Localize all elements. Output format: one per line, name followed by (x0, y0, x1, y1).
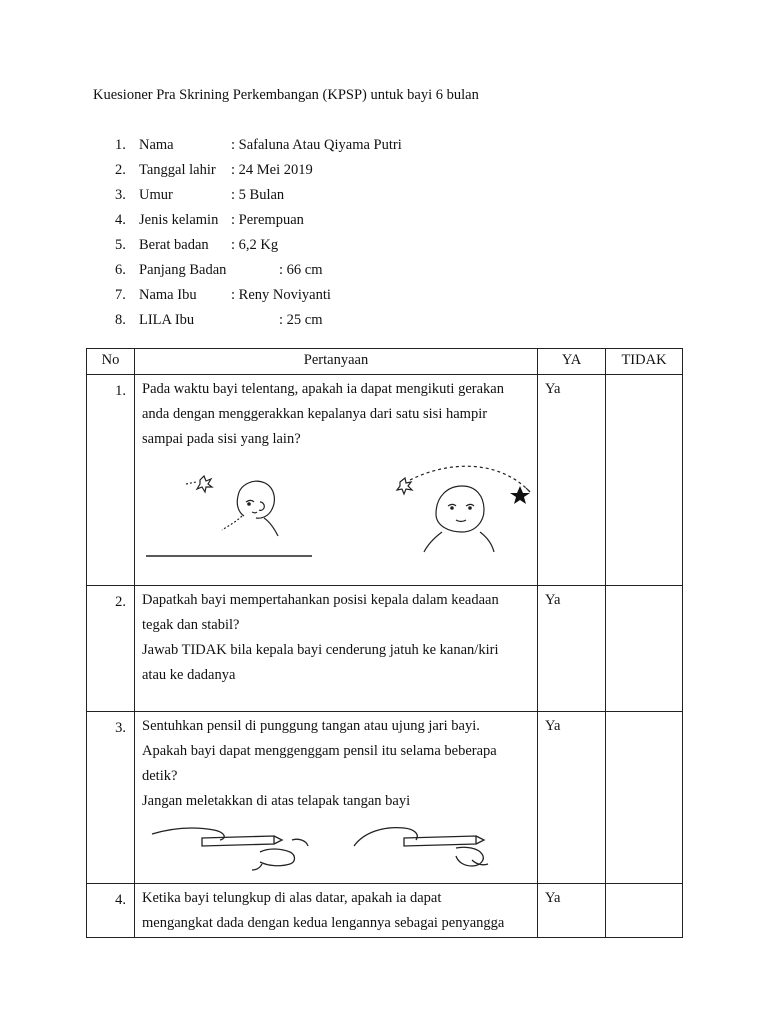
question-line: sampai pada sisi yang lain? (142, 431, 301, 447)
question-cell (135, 586, 538, 712)
info-value: : 6,2 Kg (231, 237, 279, 253)
question-cell (135, 884, 538, 938)
info-number: 6. (115, 262, 126, 278)
info-label: Umur (139, 187, 173, 203)
question-line: Jawab TIDAK bila kepala bayi cenderung jatuh ke kanan/kiri (142, 642, 499, 658)
header-pertanyaan: Pertanyaan (135, 349, 538, 375)
table-row (87, 712, 683, 884)
row-number: 2. (87, 586, 135, 712)
info-label: LILA Ibu (139, 312, 195, 328)
info-value: : Reny Noviyanti (231, 287, 331, 303)
hands-pencil-illustration (142, 820, 532, 872)
info-number: 5. (115, 237, 126, 253)
info-number: 8. (115, 312, 126, 328)
baby-following-object-illustration (142, 462, 532, 566)
question-line: Ketika bayi telungkup di alas datar, apakah ia dapat (142, 890, 442, 906)
answer-ya: Ya (538, 884, 606, 938)
info-label: Panjang Badan (139, 262, 227, 278)
answer-ya: Ya (538, 712, 606, 884)
question-cell (135, 375, 538, 586)
info-label: Tanggal lahir (139, 162, 216, 178)
question-line: Pada waktu bayi telentang, apakah ia dapat mengikuti gerakan (142, 381, 504, 397)
document-title: Kuesioner Pra Skrining Perkembangan (KPSP) untuk bayi 6 bulan (93, 87, 479, 103)
question-cell (135, 712, 538, 884)
row-number: 4. (87, 884, 135, 938)
question-line: Dapatkah bayi mempertahankan posisi kepala dalam keadaan (142, 592, 499, 608)
table-row (87, 375, 683, 586)
info-label: Jenis kelamin (139, 212, 219, 228)
table-row (87, 586, 683, 712)
answer-ya: Ya (538, 375, 606, 586)
question-line: anda dengan menggerakkan kepalanya dari satu sisi hampir (142, 406, 488, 422)
row-number: 1. (87, 375, 135, 586)
question-line: detik? (142, 768, 178, 784)
info-value: : 24 Mei 2019 (231, 162, 313, 178)
header-tidak: TIDAK (606, 349, 683, 375)
info-number: 1. (115, 137, 126, 153)
table-header-row (87, 349, 683, 375)
info-number: 4. (115, 212, 126, 228)
info-number: 3. (115, 187, 126, 203)
info-value: : Perempuan (231, 212, 304, 228)
question-line: atau ke dadanya (142, 667, 236, 683)
header-ya: YA (538, 349, 606, 375)
info-number: 2. (115, 162, 126, 178)
info-label: Nama (139, 137, 174, 153)
info-value: : 5 Bulan (231, 187, 285, 203)
answer-tidak (606, 375, 683, 586)
question-line: tegak dan stabil? (142, 617, 240, 633)
row-number: 3. (87, 712, 135, 884)
answer-tidak (606, 884, 683, 938)
answer-tidak (606, 586, 683, 712)
kpsp-table (86, 348, 683, 938)
info-label: Berat badan (139, 237, 209, 253)
info-value: : Safaluna Atau Qiyama Putri (231, 137, 402, 153)
question-line: mengangkat dada dengan kedua lengannya sebagai penyangga (142, 915, 505, 931)
info-value: : 25 cm (279, 312, 323, 328)
question-line: Sentuhkan pensil di punggung tangan atau ujung jari bayi. (142, 718, 480, 734)
info-number: 7. (115, 287, 126, 303)
answer-ya: Ya (538, 586, 606, 712)
question-line: Jangan meletakkan di atas telapak tangan bayi (142, 793, 411, 809)
info-value: : 66 cm (279, 262, 323, 278)
table-row (87, 884, 683, 938)
header-no: No (87, 349, 135, 375)
info-label: Nama Ibu (139, 287, 197, 303)
answer-tidak (606, 712, 683, 884)
question-line: Apakah bayi dapat menggenggam pensil itu selama beberapa (142, 743, 497, 759)
